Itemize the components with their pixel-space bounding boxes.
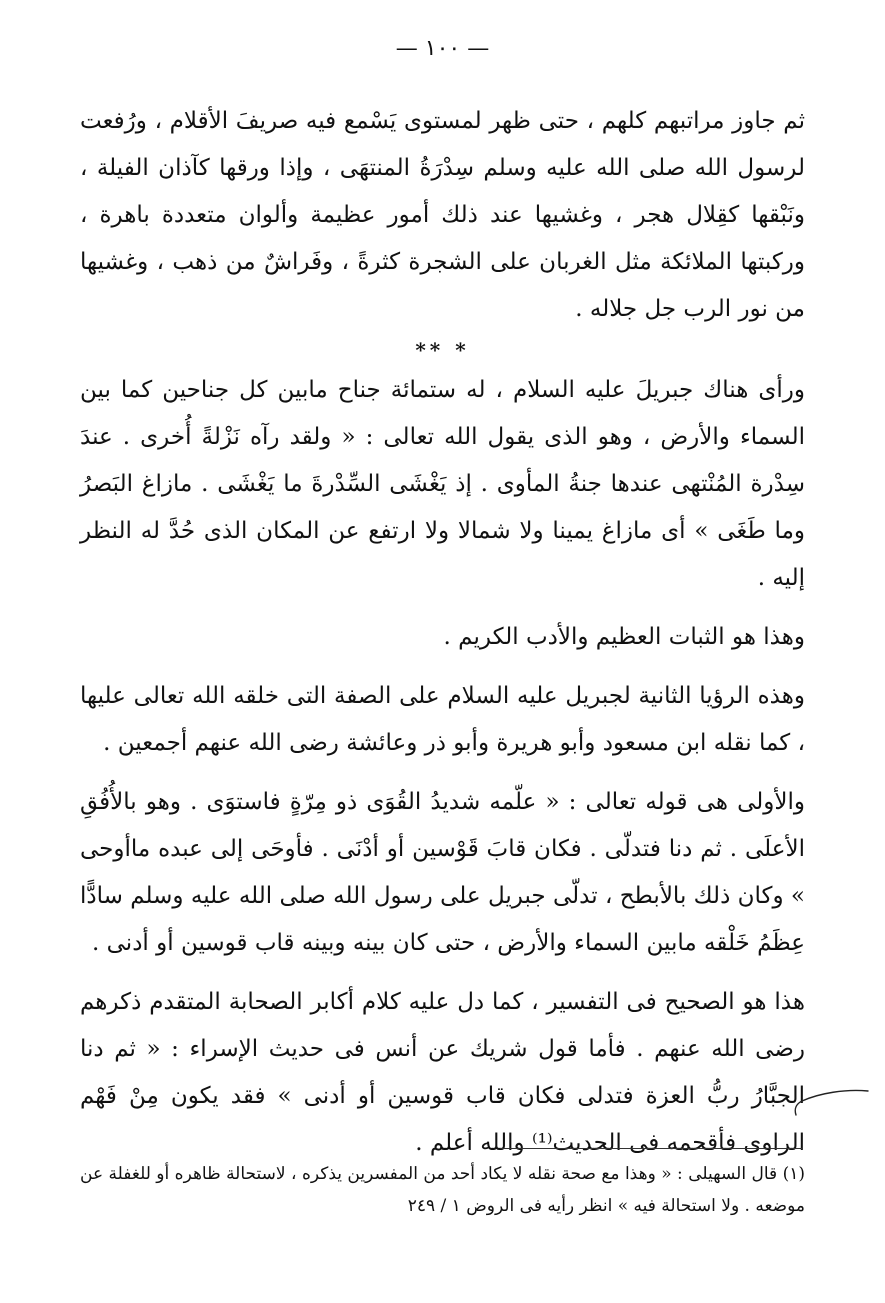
footnote-divider	[500, 1148, 802, 1149]
paragraph-2: ورأى هناك جبريلَ عليه السلام ، له ستمائة جناح مابين كل جناحين كما بين السماء والأرض ، وهو الذى يقول الله تعالى : « ولقد رآه نَزْلةً أُخرى . عندَ سِدْرة المُنْتهى عندها جنةُ المأوى . إذ يَغْشَى السِّدْرةَ ما يَغْشَى . مازاغ البَصرُ وما طَغَى » أى مازاغ يمينا ولا شمالا ولا ارتفع عن المكان الذى حُدَّ له النظر إليه .	[80, 377, 805, 591]
paragraph-gap	[80, 967, 805, 979]
paragraph-gap	[80, 767, 805, 779]
footnote: (١) قال السهيلى : « وهذا مع صحة نقله لا يكاد أحد من المفسرين يذكره ، لاستحالة ظاهره أو للغفلة عن موضعه . ولا استحالة فيه » انظر رأيه فى الروض ١ / ٢٤٩	[80, 1164, 805, 1216]
paragraph-gap	[80, 602, 805, 614]
paragraph-3: وهذا هو الثبات العظيم والأدب الكريم .	[443, 624, 805, 650]
paragraph-gap	[80, 661, 805, 673]
paragraph-4: وهذه الرؤيا الثانية لجبريل عليه السلام على الصفة التى خلقه الله تعالى عليها ، كما نقله ابن مسعود وأبو هريرة وأبو ذر وعائشة رضى الله عنهم أجمعين .	[80, 683, 805, 756]
paragraph-5: والأولى هى قوله تعالى : « علّمه شديدُ القُوَى ذو مِرّةٍ فاستوَى . وهو بالأُفُقِ الأعلَى . ثم دنا فتدلّى . فكان قابَ قَوْسين أو أدْنَى . فأوحَى إلى عبده ماأوحى » وكان ذلك بالأبطح ، تدلّى جبريل على رسول الله صلى الله عليه وسلم سادًّا عِظَمُ خَلْقه مابين السماء والأرض ، حتى كان بينه وبينه قاب قوسين أو أدنى .	[80, 789, 805, 956]
section-separator: * **	[415, 338, 470, 362]
main-text	[80, 98, 805, 1167]
handwritten-flourish	[790, 1085, 870, 1125]
paragraph-1: ثم جاوز مراتبهم كلهم ، حتى ظهر لمستوى يَسْمع فيه صريفَ الأقلام ، ورُفعت لرسول الله صلى الله عليه وسلم سِدْرَةُ المنتهَى ، وإذا ورقها كآذان الفيلة ، ونَبْقها كقِلال هجر ، وغشيها عند ذلك أمور عظيمة وألوان متعددة باهرة ، وركبتها الملائكة مثل الغربان على الشجرة كثرةً ، وفَراشٌ من ذهب ، وغشيها من نور الرب جل جلاله .	[80, 108, 805, 322]
paragraph-6: هذا هو الصحيح فى التفسير ، كما دل عليه كلام أكابر الصحابة المتقدم ذكرهم رضى الله عنهم . فأما قول شريك عن أنس فى حديث الإسراء : « ثم دنا الجبَّارُ ربُّ العزة فتدلى فكان قاب قوسين أو أدنى » فقد يكون مِنْ فَهْم الراوى فأقحمه فى الحديث⁽¹⁾ والله أعلم .	[80, 989, 805, 1156]
page-number: — ١٠٠ —	[395, 36, 490, 61]
